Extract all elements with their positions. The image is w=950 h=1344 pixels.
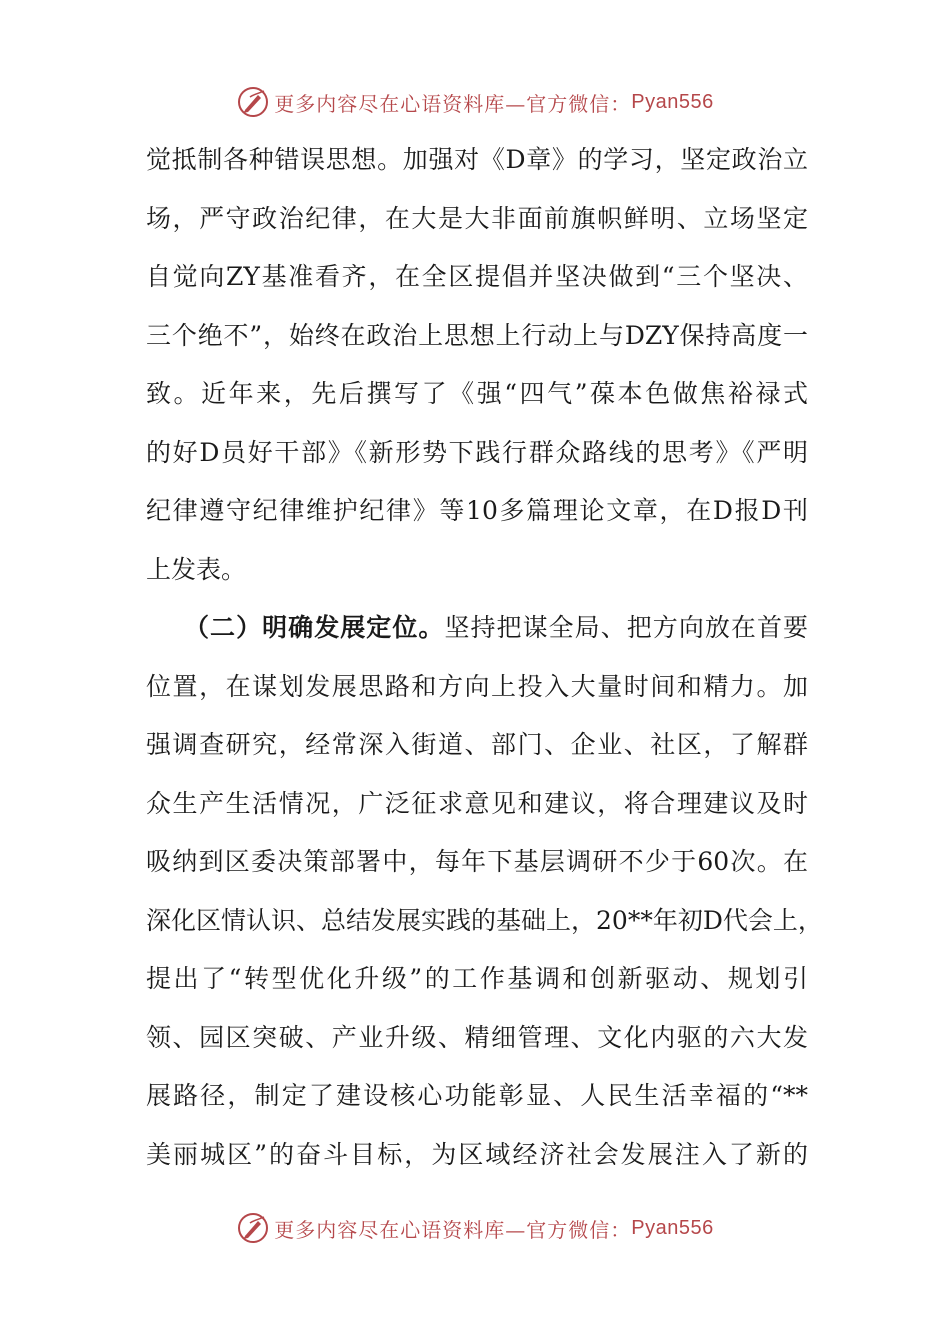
text-line: 吸纳到区委决策部署中，每年下基层调研不少于60次。在 bbox=[146, 847, 808, 876]
footer-watermark bbox=[0, 1208, 950, 1248]
document-body bbox=[146, 131, 823, 1184]
paragraph-first-line bbox=[146, 599, 808, 658]
text-run: 坚持把谋全局、把方向放在首要 bbox=[444, 613, 808, 642]
text-line: 觉抵制各种错误思想。加强对《D章》的学习，坚定政治立 bbox=[146, 145, 808, 174]
text-line: 领、园区突破、产业升级、精细管理、文化内驱的六大发 bbox=[146, 1022, 808, 1052]
text-line: 展路径，制定了建设核心功能彰显、人民生活幸福的“** bbox=[146, 1081, 808, 1110]
watermark-wechat-id: Pyan556 bbox=[631, 1216, 714, 1239]
header-watermark bbox=[0, 82, 950, 122]
watermark-text: 更多内容尽在心语资料库—官方微信： bbox=[274, 1217, 632, 1242]
text-line: 强调查研究，经常深入街道、部门、企业、社区，了解群 bbox=[146, 730, 808, 759]
text-line: 深化区情认识、总结发展实践的基础上，20**年初D代会上， bbox=[146, 905, 823, 935]
pen-logo-icon bbox=[236, 85, 270, 119]
pen-logo-icon bbox=[236, 1211, 270, 1245]
text-line: 三个绝不”，始终在政治上思想上行动上与DZY保持高度一 bbox=[146, 320, 808, 350]
text-line: 纪律遵守纪律维护纪律》等10多篇理论文章，在D报D刊 bbox=[146, 496, 808, 525]
text-line: 的好D员好干部》《新形势下践行群众路线的思考》《严明 bbox=[146, 437, 808, 467]
text-line: 致。近年来，先后撰写了《强“四气”葆本色做焦裕禄式 bbox=[146, 379, 808, 408]
text-line: 美丽城区”的奋斗目标，为区域经济社会发展注入了新的 bbox=[146, 1139, 808, 1169]
text-line: 位置，在谋划发展思路和方向上投入大量时间和精力。加 bbox=[146, 671, 808, 701]
text-line: 众生产生活情况，广泛征求意见和建议，将合理建议及时 bbox=[146, 788, 808, 818]
watermark-wechat-id: Pyan556 bbox=[631, 90, 714, 113]
text-line: 上发表。 bbox=[146, 554, 247, 584]
watermark-text: 更多内容尽在心语资料库—官方微信： bbox=[274, 91, 632, 116]
text-line: 提出了“转型优化升级”的工作基调和创新驱动、规划引 bbox=[146, 964, 808, 993]
text-line: 场，严守政治纪律，在大是大非面前旗帜鲜明、立场坚定 bbox=[146, 203, 808, 233]
section-heading: （二）明确发展定位。 bbox=[184, 613, 445, 642]
text-line: 自觉向ZY基准看齐，在全区提倡并坚决做到“三个坚决、 bbox=[146, 262, 808, 291]
